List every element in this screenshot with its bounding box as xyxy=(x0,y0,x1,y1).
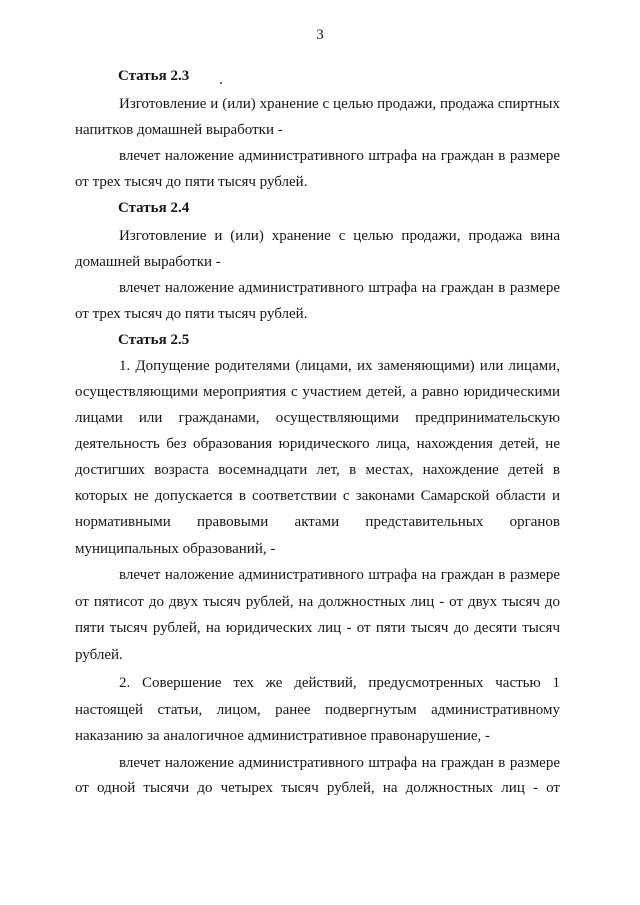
text-line: муниципальных образований, - xyxy=(75,541,276,557)
text-line: влечет наложение административного штрафа на граждан в размере xyxy=(119,148,560,164)
article-heading: Статья 2.3 xyxy=(118,68,190,84)
scan-speck xyxy=(220,82,222,84)
text-line: 1. Допущение родителями (лицами, их заменяющими) или лицами, xyxy=(119,358,560,374)
text-line: от пятисот до двух тысяч рублей, на должностных лиц - от двух тысяч до xyxy=(75,594,560,610)
text-line: которых не допускается в соответствии с законами Самарской области и xyxy=(75,488,560,504)
text-line: Изготовление и (или) хранение с целью продажи, продажа спиртных xyxy=(119,96,560,112)
page-number: 3 xyxy=(316,27,324,43)
text-line: 2. Совершение тех же действий, предусмотренных частью 1 xyxy=(119,675,560,691)
text-line: настоящей статьи, лицом, ранее подвергнутым административному xyxy=(75,702,560,718)
text-line: напитков домашней выработки - xyxy=(75,122,283,138)
text-line: нормативными правовыми актами представительных органов xyxy=(75,514,560,530)
text-line: лицами или гражданами, осуществляющими предпринимательскую xyxy=(75,410,560,426)
text-line: достигших возраста восемнадцати лет, в местах, нахождение детей в xyxy=(75,462,560,478)
text-line: от одной тысячи до четырех тысяч рублей, на должностных лиц - от xyxy=(75,780,560,796)
text-line: Изготовление и (или) хранение с целью продажи, продажа вина xyxy=(119,228,560,244)
text-line: рублей. xyxy=(75,647,123,663)
text-line: пяти тысяч рублей, на юридических лиц - от пяти тысяч до десяти тысяч xyxy=(75,620,560,636)
article-heading: Статья 2.5 xyxy=(118,332,190,348)
text-line: осуществляющими мероприятия с участием детей, а равно юридическими xyxy=(75,384,560,400)
text-line: от трех тысяч до пяти тысяч рублей. xyxy=(75,306,308,322)
text-line: влечет наложение административного штрафа на граждан в размере xyxy=(119,567,560,583)
text-line: влечет наложение административного штрафа на граждан в размере xyxy=(119,755,560,771)
text-line: от трех тысяч до пяти тысяч рублей. xyxy=(75,174,308,190)
article-heading: Статья 2.4 xyxy=(118,200,190,216)
text-line: домашней выработки - xyxy=(75,254,221,270)
text-line: влечет наложение административного штрафа на граждан в размере xyxy=(119,280,560,296)
text-line: наказанию за аналогичное административное правонарушение, - xyxy=(75,728,491,744)
text-line: деятельность без образования юридического лица, нахождения детей, не xyxy=(75,436,560,452)
